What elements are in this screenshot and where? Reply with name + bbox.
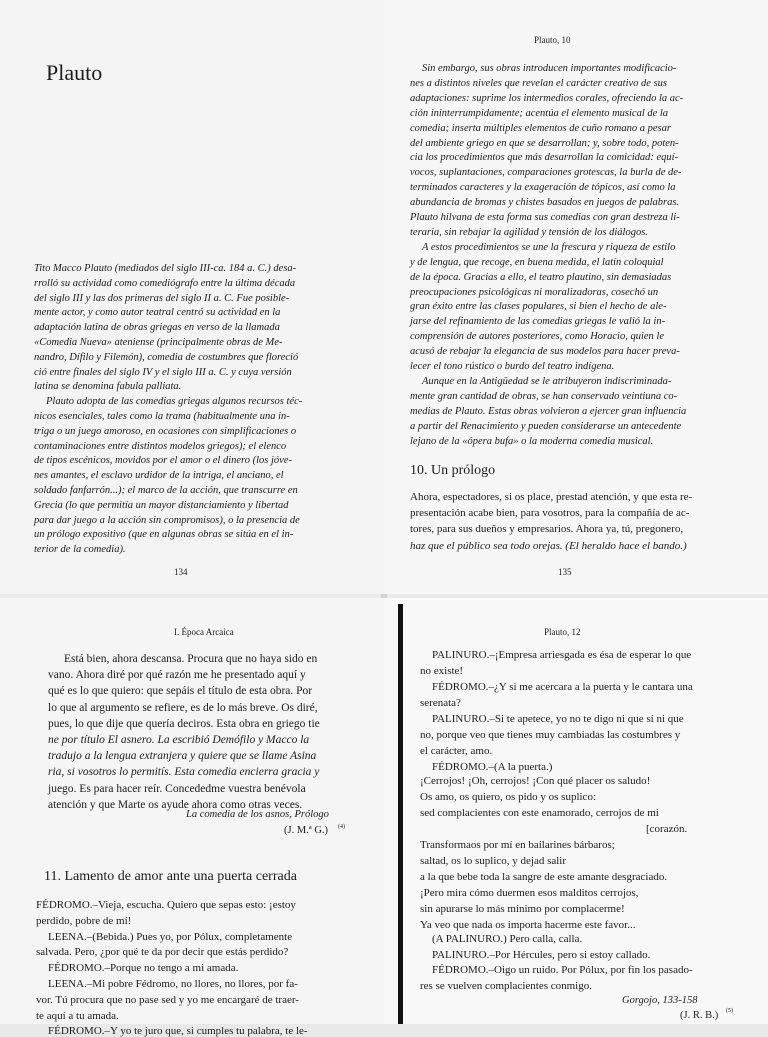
text-line: PALINURO.–¡Empresa arriesgada es ésa de esperar lo que — [432, 649, 692, 661]
text-line: Os amo, os quiero, os pido y os suplico: — [420, 791, 596, 803]
text-line: terior de la comedia). — [34, 544, 126, 556]
text-line: a la que bebe toda la sangre de este amante desgraciado. — [420, 871, 668, 883]
translator-initials: (J. R. B.) — [680, 1010, 719, 1021]
translator-initials: (J. M.ª G.) — [284, 825, 329, 836]
text-line: FÉDROMO.–(A la puerta.) — [432, 761, 553, 773]
text-line: comedia; inserta múltiples elementos de cuño romano a pesar — [410, 122, 671, 134]
text-line: LEENA.–Mi pobre Fédromo, no llores, no llores, por fa- — [48, 978, 298, 990]
text-line: el carácter, amo. — [420, 745, 493, 757]
text-line: tradujo a la lengua extranjera y quiere que se llame Asina — [48, 750, 317, 763]
text-line: te aquí a tu amada. — [36, 1009, 119, 1022]
text-line: FÉDROMO.–¿Y si me acercara a la puerta y le cantara una — [432, 681, 693, 693]
text-line: nicos esenciales, tales como la trama (habitualmente una in- — [34, 411, 290, 422]
text-line: cia los procedimientos que más desarrollan la comicidad: equí- — [410, 152, 679, 164]
text-line: un prólogo expositivo (que en algunas obras se sitúa en el in- — [34, 529, 294, 541]
text-line: mente gran cantidad de obras, se han conservado veintiuna co- — [410, 390, 678, 402]
text-line: saltad, os lo suplico, y dejad salir — [420, 855, 567, 867]
text-line: Tito Macco Plauto (mediados del siglo III-ca. 184 a. C.) desa- — [34, 263, 297, 274]
text-line: lejano de la «ópera bufa» o la moderna comedia musical. — [410, 435, 654, 447]
text-line: FÉDROMO.–Oigo un ruido. Por Pólux, por fin los pasado- — [432, 964, 693, 977]
text-line: del ambiente griego en que se desarrollan; y, sobre todo, poten- — [410, 137, 679, 149]
text-line: y de lengua, que recoge, en buena medida, el latín coloquial — [410, 256, 664, 268]
text-line: gran éxito entre las clases populares, si bien el hecho de ale- — [410, 301, 667, 313]
text-line: serenata? — [420, 697, 461, 709]
text-line: (A PALINURO.) Pero calla, calla. — [432, 933, 583, 945]
text-line: terminados caracteres y la exageración de tópicos, así como la — [410, 182, 676, 194]
text-line: de tipos escénicos, movidos por el amor o el dinero (los jóve- — [34, 455, 292, 467]
text-line: soldado fanfarrón...); el marco de la acción, que transcurre en — [34, 485, 298, 496]
text-line: ria, si vosotros lo permitís. Esta comedia encierra gracia y — [48, 766, 320, 779]
text-line: acusó de rebajar la elegancia de sus modelos para hacer preva- — [410, 346, 680, 358]
page-137 — [384, 598, 768, 1024]
text-line: preocupaciones psicológicas ni moralizadoras, cosechó un — [410, 286, 659, 298]
text-line: Plauto adopta de las comedias griegas algunos recursos téc- — [46, 396, 303, 408]
text-line: ne por título El asnero. La escribió Demófilo y Macco la — [48, 734, 310, 746]
footnote-marker: (4) — [338, 824, 345, 830]
running-header: Plauto, 10 — [534, 35, 571, 45]
text-line: salvada. Pero, ¿por qué te da por decir que estás perdido? — [36, 946, 289, 959]
text-line: perdido, pobre de mí! — [36, 914, 132, 927]
page-number: 135 — [558, 567, 572, 577]
page-135 — [384, 0, 768, 594]
running-header: Plauto, 12 — [544, 627, 581, 637]
text-line: no, porque veo que tienes muy cambiadas las costumbres y — [420, 729, 681, 741]
text-line: PALINURO.–Por Hércules, pero si estoy callado. — [432, 948, 651, 961]
text-line: tores, para sus dueños y empresarios. Ahora ya, tú, pregonero, — [410, 523, 684, 536]
text-line: LEENA.–(Bebida.) Pues yo, por Pólux, completamente — [48, 930, 293, 943]
text-line: FÉDROMO.–Vieja, escucha. Quiero que sepas esto: ¡estoy — [36, 899, 296, 911]
text-line: pues, lo que dije que quería deciros. Esta obra en griego tie — [48, 717, 320, 730]
text-line: contaminaciones entre distintos modelos griegos); el elenco — [34, 440, 287, 452]
text-line: Está bien, ahora descansa. Procura que no haya sido en — [64, 653, 318, 665]
text-line: ció entre finales del siglo IV y el siglo III a. C. y cuya versión — [34, 366, 292, 378]
text-line: nandro, Dífilo y Filemón), comedia de costumbres que floreció — [34, 351, 299, 363]
text-line: Ya veo que nada os importa hacerme este favor... — [420, 919, 636, 931]
text-line: abundancia de bromas y chistes basados en juegos de palabras. — [410, 197, 680, 209]
source-reference: Gorgojo, 133-158 — [622, 995, 698, 1006]
text-line: Plauto hilvana de esta forma sus comedias con gran destreza li- — [410, 212, 680, 223]
text-line: juego. Es para hacer reír. Concededme vuestra benévola — [48, 782, 306, 795]
text-line: no existe! — [420, 665, 464, 677]
text-line: del siglo III y las dos primeras del siglo II a. C. Fue posible- — [34, 292, 290, 304]
text-line: triga o un juego amoroso, en ocasiones con simplificaciones o — [34, 425, 297, 437]
text-line: nes a distintos niveles que revelan el carácter creativo de sus — [410, 77, 667, 89]
section-title: 10. Un prólogo — [410, 463, 496, 478]
text-line: Grecia (lo que permitía un mayor distanciamiento y libertad — [34, 499, 289, 511]
page-title: Plauto — [46, 60, 103, 85]
text-line: lecer el tono rústico o burdo del teatro indígena. — [410, 361, 615, 372]
text-line: ¡Cerrojos! ¡Oh, cerrojos! ¡Con qué placer os saludo! — [420, 775, 651, 787]
text-line: medias de Plauto. Estas obras volvieron a ejercer gran influencia — [410, 405, 687, 417]
running-header: I. Época Arcaica — [174, 627, 234, 637]
text-line: ¡Pero mira cómo duermen esos malditos cerrojos, — [420, 887, 639, 899]
text-line: vano. Ahora diré por qué razón me he presentado aquí y — [48, 669, 306, 682]
text-line: comprensión de autores posteriores, como Horacio, quien le — [410, 331, 665, 343]
text-line: Sin embargo, sus obras introducen importantes modificacio- — [422, 63, 677, 74]
text-line: ción ininterrumpidamente; acentúa el elemento musical de la — [410, 107, 669, 119]
text-line: de la época. Gracias a ello, el teatro plautino, sin demasiadas — [410, 271, 672, 283]
page-number: 134 — [174, 567, 188, 577]
text-line: FÉDROMO.–Y yo te juro que, si cumples tu palabra, te le- — [48, 1025, 308, 1037]
text-line: latina se denomina fabula palliata. — [34, 381, 182, 393]
text-line: sed complacientes con este enamorado, cerrojos de mi — [420, 807, 659, 819]
binding-shadow — [398, 604, 403, 1024]
text-line: qué es lo que quiero: que sepáis el título de esta obra. Por — [48, 685, 313, 698]
text-line: vor. Tú procura que no pase sed y yo me encargaré de traer- — [36, 993, 299, 1006]
text-line: atención y que Marte os ayude ahora como otras veces. — [48, 798, 303, 811]
text-line: presentación acabe bien, para vosotros, para la compañía de ac- — [410, 507, 690, 520]
text-line: nes amantes, el esclavo urdidor de la intriga, el anciano, el — [34, 470, 284, 482]
text-line: adaptación latina de obras griegas en verso de la llamada — [34, 322, 280, 334]
text-line: Ahora, espectadores, si os place, prestad atención, y que esta re- — [410, 491, 693, 503]
source-reference: La comedia de los asnos, Prólogo — [186, 809, 329, 820]
text-line: lo que al argumento se refiere, es de lo más breve. Os diré, — [48, 701, 318, 714]
text-line: A estos procedimientos se une la frescura y riqueza de estilo — [422, 241, 676, 253]
text-line: teraria, sin rebajar la agilidad y tensión de los diálogos. — [410, 226, 648, 238]
text-line: [corazón. — [646, 823, 688, 835]
text-line: haz que el público sea todo orejas. (El heraldo hace el bando.) — [410, 539, 687, 552]
text-line: FÉDROMO.–Porque no tengo a mi amada. — [48, 962, 239, 975]
section-title: 11. Lamento de amor ante una puerta cerrada — [44, 869, 297, 884]
text-line: jarse del refinamiento de las comedias griegas le valió la in- — [410, 316, 666, 328]
page-136 — [0, 598, 384, 1037]
text-line: vocos, suplantaciones, comparaciones grotescas, la burla de de- — [410, 167, 682, 179]
text-line: rrolló su actividad como comediógrafo entre la última década — [34, 277, 296, 289]
footnote-marker: (5) — [726, 1008, 733, 1014]
text-line: PALINURO.–Si te apetece, yo no te digo ni que sí ni que — [432, 713, 684, 725]
page-134 — [0, 0, 384, 594]
text-line: «Comedia Nueva» ateniense (principalmente obras de Me- — [34, 337, 283, 348]
text-line: adaptaciones: suprime los intermedios corales, ofreciendo la ac- — [410, 92, 684, 104]
text-line: para dar juego a la acción sin compromisos), o la presencia de — [34, 514, 300, 526]
text-line: Aunque en la Antigüedad se le atribuyeron indiscriminada- — [422, 375, 672, 387]
text-line: res se vuelven complacientes conmigo. — [420, 979, 592, 992]
text-line: a partir del Renacimiento y pueden considerarse un antecedente — [410, 420, 682, 432]
text-line: sin apurarse lo más mínimo por complacerme! — [420, 903, 625, 915]
text-line: mente actor, y como autor teatral centró su actividad en la — [34, 307, 281, 319]
text-line: Transformaos por mí en bailarines bárbaros; — [420, 839, 615, 851]
